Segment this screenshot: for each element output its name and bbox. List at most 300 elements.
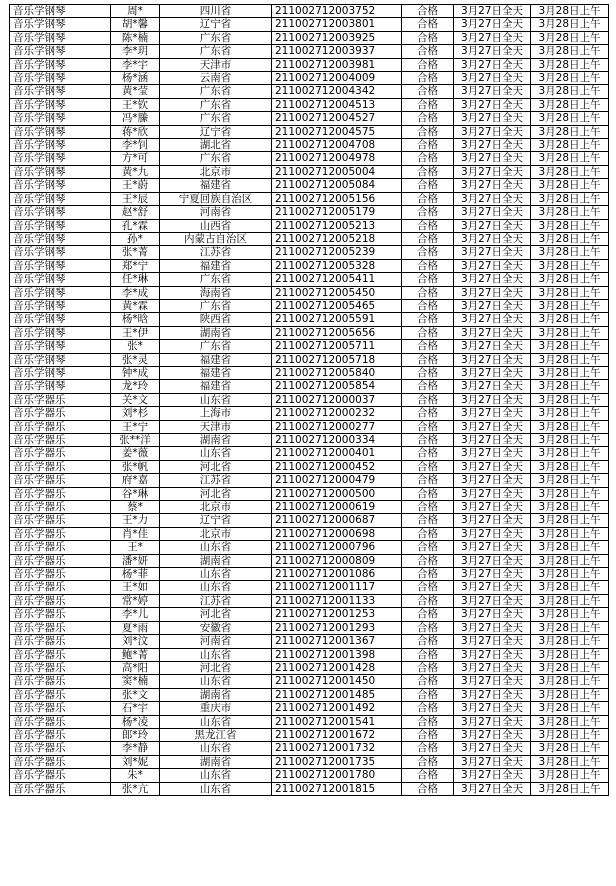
result-cell: 合格 <box>402 125 454 138</box>
major-cell: 音乐学钢琴 <box>10 340 111 353</box>
retest-date-cell: 3月27日全天 <box>454 299 531 312</box>
result-cell: 合格 <box>402 313 454 326</box>
name-cell: 张*灵 <box>111 353 160 366</box>
province-cell: 河北省 <box>160 460 272 473</box>
province-cell: 广东省 <box>160 299 272 312</box>
report-time-cell: 3月28日上午 <box>531 594 609 607</box>
result-cell: 合格 <box>402 541 454 554</box>
name-cell: 谷*琳 <box>111 487 160 500</box>
name-cell: 李*宇 <box>111 58 160 71</box>
province-cell: 河北省 <box>160 661 272 674</box>
results-table <box>9 4 609 796</box>
table-row <box>10 715 609 728</box>
province-cell: 广东省 <box>160 152 272 165</box>
retest-date-cell: 3月27日全天 <box>454 326 531 339</box>
table-row <box>10 326 609 339</box>
retest-date-cell: 3月27日全天 <box>454 98 531 111</box>
province-cell: 山东省 <box>160 742 272 755</box>
name-cell: 郑*宁 <box>111 259 160 272</box>
province-cell: 海南省 <box>160 286 272 299</box>
major-cell: 音乐学钢琴 <box>10 125 111 138</box>
name-cell: 郎*玲 <box>111 728 160 741</box>
major-cell: 音乐学器乐 <box>10 661 111 674</box>
exam-number-cell: 211002712001492 <box>272 702 402 715</box>
report-time-cell: 3月28日上午 <box>531 715 609 728</box>
result-cell: 合格 <box>402 527 454 540</box>
retest-date-cell: 3月27日全天 <box>454 420 531 433</box>
table-row <box>10 568 609 581</box>
province-cell: 广东省 <box>160 112 272 125</box>
retest-date-cell: 3月27日全天 <box>454 340 531 353</box>
report-time-cell: 3月28日上午 <box>531 5 609 18</box>
retest-date-cell: 3月27日全天 <box>454 380 531 393</box>
table-row <box>10 581 609 594</box>
table-row <box>10 232 609 245</box>
report-time-cell: 3月28日上午 <box>531 273 609 286</box>
major-cell: 音乐学器乐 <box>10 554 111 567</box>
major-cell: 音乐学器乐 <box>10 594 111 607</box>
name-cell: 鲍*菁 <box>111 648 160 661</box>
result-cell: 合格 <box>402 474 454 487</box>
table-row <box>10 380 609 393</box>
major-cell: 音乐学钢琴 <box>10 152 111 165</box>
name-cell: 夏*雨 <box>111 621 160 634</box>
report-time-cell: 3月28日上午 <box>531 45 609 58</box>
report-time-cell: 3月28日上午 <box>531 18 609 31</box>
name-cell: 王*宁 <box>111 420 160 433</box>
report-time-cell: 3月28日上午 <box>531 393 609 406</box>
province-cell: 北京市 <box>160 527 272 540</box>
province-cell: 河北省 <box>160 608 272 621</box>
name-cell: 窦*楠 <box>111 675 160 688</box>
name-cell: 王*蔚 <box>111 179 160 192</box>
exam-number-cell: 211002712004342 <box>272 85 402 98</box>
exam-number-cell: 211002712003752 <box>272 5 402 18</box>
result-cell: 合格 <box>402 460 454 473</box>
province-cell: 湖南省 <box>160 755 272 768</box>
exam-number-cell: 211002712005711 <box>272 340 402 353</box>
province-cell: 湖南省 <box>160 554 272 567</box>
table-row <box>10 527 609 540</box>
name-cell: 张* <box>111 340 160 353</box>
result-cell: 合格 <box>402 273 454 286</box>
name-cell: 赵*舒 <box>111 206 160 219</box>
report-time-cell: 3月28日上午 <box>531 420 609 433</box>
province-cell: 江苏省 <box>160 474 272 487</box>
table-row <box>10 192 609 205</box>
name-cell: 刘*妮 <box>111 755 160 768</box>
name-cell: 王*力 <box>111 514 160 527</box>
name-cell: 潘*妍 <box>111 554 160 567</box>
name-cell: 肖*佳 <box>111 527 160 540</box>
report-time-cell: 3月28日上午 <box>531 621 609 634</box>
province-cell: 山东省 <box>160 393 272 406</box>
retest-date-cell: 3月27日全天 <box>454 648 531 661</box>
table-row <box>10 407 609 420</box>
province-cell: 广东省 <box>160 273 272 286</box>
table-row <box>10 447 609 460</box>
name-cell: 王*伊 <box>111 326 160 339</box>
exam-number-cell: 211002712004708 <box>272 139 402 152</box>
exam-number-cell: 211002712005218 <box>272 232 402 245</box>
major-cell: 音乐学钢琴 <box>10 72 111 85</box>
report-time-cell: 3月28日上午 <box>531 219 609 232</box>
table-row <box>10 554 609 567</box>
table-row <box>10 286 609 299</box>
major-cell: 音乐学器乐 <box>10 527 111 540</box>
province-cell: 宁夏回族自治区 <box>160 192 272 205</box>
report-time-cell: 3月28日上午 <box>531 152 609 165</box>
report-time-cell: 3月28日上午 <box>531 246 609 259</box>
report-time-cell: 3月28日上午 <box>531 675 609 688</box>
table-row <box>10 514 609 527</box>
retest-date-cell: 3月27日全天 <box>454 688 531 701</box>
major-cell: 音乐学器乐 <box>10 648 111 661</box>
report-time-cell: 3月28日上午 <box>531 232 609 245</box>
result-cell: 合格 <box>402 31 454 44</box>
result-cell: 合格 <box>402 299 454 312</box>
table-row <box>10 139 609 152</box>
result-cell: 合格 <box>402 581 454 594</box>
major-cell: 音乐学器乐 <box>10 769 111 782</box>
result-cell: 合格 <box>402 702 454 715</box>
major-cell: 音乐学钢琴 <box>10 139 111 152</box>
major-cell: 音乐学钢琴 <box>10 85 111 98</box>
major-cell: 音乐学钢琴 <box>10 165 111 178</box>
report-time-cell: 3月28日上午 <box>531 353 609 366</box>
exam-number-cell: 211002712001398 <box>272 648 402 661</box>
table-row <box>10 246 609 259</box>
report-time-cell: 3月28日上午 <box>531 447 609 460</box>
province-cell: 山东省 <box>160 648 272 661</box>
report-time-cell: 3月28日上午 <box>531 688 609 701</box>
result-cell: 合格 <box>402 782 454 795</box>
retest-date-cell: 3月27日全天 <box>454 5 531 18</box>
major-cell: 音乐学器乐 <box>10 782 111 795</box>
retest-date-cell: 3月27日全天 <box>454 474 531 487</box>
result-cell: 合格 <box>402 501 454 514</box>
province-cell: 湖北省 <box>160 139 272 152</box>
major-cell: 音乐学器乐 <box>10 755 111 768</box>
table-row <box>10 366 609 379</box>
retest-date-cell: 3月27日全天 <box>454 353 531 366</box>
report-time-cell: 3月28日上午 <box>531 434 609 447</box>
table-row <box>10 474 609 487</box>
major-cell: 音乐学钢琴 <box>10 259 111 272</box>
retest-date-cell: 3月27日全天 <box>454 286 531 299</box>
result-cell: 合格 <box>402 514 454 527</box>
table-row <box>10 594 609 607</box>
table-row <box>10 273 609 286</box>
report-time-cell: 3月28日上午 <box>531 165 609 178</box>
exam-number-cell: 211002712001253 <box>272 608 402 621</box>
table-row <box>10 541 609 554</box>
table-row <box>10 85 609 98</box>
province-cell: 山东省 <box>160 568 272 581</box>
province-cell: 安徽省 <box>160 621 272 634</box>
major-cell: 音乐学器乐 <box>10 728 111 741</box>
result-cell: 合格 <box>402 286 454 299</box>
report-time-cell: 3月28日上午 <box>531 179 609 192</box>
major-cell: 音乐学钢琴 <box>10 380 111 393</box>
table-row <box>10 299 609 312</box>
major-cell: 音乐学钢琴 <box>10 206 111 219</box>
major-cell: 音乐学器乐 <box>10 393 111 406</box>
exam-number-cell: 211002712000401 <box>272 447 402 460</box>
major-cell: 音乐学器乐 <box>10 447 111 460</box>
exam-number-cell: 211002712001780 <box>272 769 402 782</box>
table-row <box>10 165 609 178</box>
table-row <box>10 755 609 768</box>
retest-date-cell: 3月27日全天 <box>454 273 531 286</box>
exam-number-cell: 211002712005854 <box>272 380 402 393</box>
result-cell: 合格 <box>402 246 454 259</box>
major-cell: 音乐学钢琴 <box>10 299 111 312</box>
exam-number-cell: 211002712005465 <box>272 299 402 312</box>
report-time-cell: 3月28日上午 <box>531 380 609 393</box>
exam-number-cell: 211002712005840 <box>272 366 402 379</box>
table-row <box>10 313 609 326</box>
table-row <box>10 259 609 272</box>
retest-date-cell: 3月27日全天 <box>454 514 531 527</box>
province-cell: 福建省 <box>160 380 272 393</box>
result-cell: 合格 <box>402 366 454 379</box>
exam-number-cell: 211002712000619 <box>272 501 402 514</box>
province-cell: 广东省 <box>160 98 272 111</box>
major-cell: 音乐学钢琴 <box>10 45 111 58</box>
exam-number-cell: 211002712000809 <box>272 554 402 567</box>
result-cell: 合格 <box>402 635 454 648</box>
exam-number-cell: 211002712005179 <box>272 206 402 219</box>
table-row <box>10 340 609 353</box>
table-row <box>10 420 609 433</box>
result-cell: 合格 <box>402 661 454 674</box>
table-row <box>10 45 609 58</box>
report-time-cell: 3月28日上午 <box>531 728 609 741</box>
retest-date-cell: 3月27日全天 <box>454 635 531 648</box>
retest-date-cell: 3月27日全天 <box>454 393 531 406</box>
report-time-cell: 3月28日上午 <box>531 366 609 379</box>
name-cell: 李*儿 <box>111 608 160 621</box>
province-cell: 山东省 <box>160 581 272 594</box>
province-cell: 山西省 <box>160 219 272 232</box>
table-row <box>10 501 609 514</box>
table-row <box>10 688 609 701</box>
province-cell: 重庆市 <box>160 702 272 715</box>
table-row <box>10 393 609 406</box>
table-row <box>10 125 609 138</box>
exam-number-cell: 211002712005004 <box>272 165 402 178</box>
report-time-cell: 3月28日上午 <box>531 407 609 420</box>
table-row <box>10 98 609 111</box>
report-time-cell: 3月28日上午 <box>531 326 609 339</box>
province-cell: 天津市 <box>160 58 272 71</box>
result-cell: 合格 <box>402 407 454 420</box>
result-cell: 合格 <box>402 568 454 581</box>
result-cell: 合格 <box>402 179 454 192</box>
major-cell: 音乐学器乐 <box>10 407 111 420</box>
exam-number-cell: 211002712001541 <box>272 715 402 728</box>
major-cell: 音乐学钢琴 <box>10 179 111 192</box>
major-cell: 音乐学器乐 <box>10 568 111 581</box>
province-cell: 江苏省 <box>160 594 272 607</box>
province-cell: 江苏省 <box>160 246 272 259</box>
retest-date-cell: 3月27日全天 <box>454 581 531 594</box>
report-time-cell: 3月28日上午 <box>531 487 609 500</box>
name-cell: 蔡* <box>111 501 160 514</box>
name-cell: 王*钦 <box>111 98 160 111</box>
name-cell: 杨*凌 <box>111 715 160 728</box>
retest-date-cell: 3月27日全天 <box>454 31 531 44</box>
result-cell: 合格 <box>402 192 454 205</box>
exam-number-cell: 211002712003937 <box>272 45 402 58</box>
result-cell: 合格 <box>402 152 454 165</box>
retest-date-cell: 3月27日全天 <box>454 782 531 795</box>
name-cell: 任*琳 <box>111 273 160 286</box>
report-time-cell: 3月28日上午 <box>531 313 609 326</box>
name-cell: 周* <box>111 5 160 18</box>
province-cell: 陕西省 <box>160 313 272 326</box>
retest-date-cell: 3月27日全天 <box>454 434 531 447</box>
major-cell: 音乐学器乐 <box>10 460 111 473</box>
exam-number-cell: 211002712005591 <box>272 313 402 326</box>
table-row <box>10 58 609 71</box>
province-cell: 山东省 <box>160 715 272 728</box>
exam-number-cell: 211002712005084 <box>272 179 402 192</box>
name-cell: 钟*成 <box>111 366 160 379</box>
major-cell: 音乐学钢琴 <box>10 5 111 18</box>
result-cell: 合格 <box>402 420 454 433</box>
province-cell: 北京市 <box>160 501 272 514</box>
name-cell: 龙*玲 <box>111 380 160 393</box>
exam-number-cell: 211002712001815 <box>272 782 402 795</box>
retest-date-cell: 3月27日全天 <box>454 675 531 688</box>
result-cell: 合格 <box>402 715 454 728</box>
name-cell: 刘*汶 <box>111 635 160 648</box>
province-cell: 福建省 <box>160 353 272 366</box>
province-cell: 上海市 <box>160 407 272 420</box>
province-cell: 湖南省 <box>160 434 272 447</box>
result-cell: 合格 <box>402 340 454 353</box>
name-cell: 李*成 <box>111 286 160 299</box>
name-cell: 冯*縢 <box>111 112 160 125</box>
retest-date-cell: 3月27日全天 <box>454 541 531 554</box>
result-cell: 合格 <box>402 232 454 245</box>
result-cell: 合格 <box>402 487 454 500</box>
report-time-cell: 3月28日上午 <box>531 206 609 219</box>
result-cell: 合格 <box>402 85 454 98</box>
report-time-cell: 3月28日上午 <box>531 460 609 473</box>
name-cell: 黄*九 <box>111 165 160 178</box>
result-cell: 合格 <box>402 58 454 71</box>
retest-date-cell: 3月27日全天 <box>454 192 531 205</box>
province-cell: 辽宁省 <box>160 514 272 527</box>
retest-date-cell: 3月27日全天 <box>454 72 531 85</box>
exam-number-cell: 211002712001367 <box>272 635 402 648</box>
result-cell: 合格 <box>402 755 454 768</box>
report-time-cell: 3月28日上午 <box>531 554 609 567</box>
name-cell: 黄*莹 <box>111 85 160 98</box>
exam-number-cell: 211002712004575 <box>272 125 402 138</box>
name-cell: 蒋*欣 <box>111 125 160 138</box>
result-cell: 合格 <box>402 18 454 31</box>
report-time-cell: 3月28日上午 <box>531 742 609 755</box>
report-time-cell: 3月28日上午 <box>531 541 609 554</box>
name-cell: 李*玥 <box>111 45 160 58</box>
table-row <box>10 206 609 219</box>
table-row <box>10 152 609 165</box>
province-cell: 辽宁省 <box>160 18 272 31</box>
retest-date-cell: 3月27日全天 <box>454 165 531 178</box>
exam-number-cell: 211002712003925 <box>272 31 402 44</box>
exam-number-cell: 211002712005450 <box>272 286 402 299</box>
province-cell: 湖南省 <box>160 326 272 339</box>
major-cell: 音乐学钢琴 <box>10 273 111 286</box>
result-cell: 合格 <box>402 648 454 661</box>
report-time-cell: 3月28日上午 <box>531 527 609 540</box>
province-cell: 山东省 <box>160 769 272 782</box>
major-cell: 音乐学钢琴 <box>10 58 111 71</box>
report-time-cell: 3月28日上午 <box>531 299 609 312</box>
exam-number-cell: 211002712005213 <box>272 219 402 232</box>
retest-date-cell: 3月27日全天 <box>454 206 531 219</box>
name-cell: 杨*晗 <box>111 313 160 326</box>
exam-number-cell: 211002712005328 <box>272 259 402 272</box>
major-cell: 音乐学器乐 <box>10 420 111 433</box>
exam-number-cell: 211002712001672 <box>272 728 402 741</box>
result-cell: 合格 <box>402 434 454 447</box>
report-time-cell: 3月28日上午 <box>531 648 609 661</box>
exam-number-cell: 211002712001086 <box>272 568 402 581</box>
result-cell: 合格 <box>402 219 454 232</box>
exam-number-cell: 211002712004527 <box>272 112 402 125</box>
table-row <box>10 112 609 125</box>
name-cell: 张*菁 <box>111 246 160 259</box>
retest-date-cell: 3月27日全天 <box>454 554 531 567</box>
report-time-cell: 3月28日上午 <box>531 661 609 674</box>
table-row <box>10 728 609 741</box>
major-cell: 音乐学器乐 <box>10 514 111 527</box>
table-row <box>10 608 609 621</box>
exam-number-cell: 211002712000479 <box>272 474 402 487</box>
retest-date-cell: 3月27日全天 <box>454 232 531 245</box>
result-cell: 合格 <box>402 554 454 567</box>
retest-date-cell: 3月27日全天 <box>454 246 531 259</box>
name-cell: 黄*霖 <box>111 299 160 312</box>
name-cell: 杨*菲 <box>111 568 160 581</box>
table-row <box>10 648 609 661</box>
name-cell: 张*文 <box>111 688 160 701</box>
retest-date-cell: 3月27日全天 <box>454 139 531 152</box>
major-cell: 音乐学钢琴 <box>10 246 111 259</box>
table-row <box>10 621 609 634</box>
major-cell: 音乐学钢琴 <box>10 232 111 245</box>
exam-number-cell: 211002712001485 <box>272 688 402 701</box>
retest-date-cell: 3月27日全天 <box>454 18 531 31</box>
report-time-cell: 3月28日上午 <box>531 782 609 795</box>
name-cell: 朱* <box>111 769 160 782</box>
retest-date-cell: 3月27日全天 <box>454 447 531 460</box>
retest-date-cell: 3月27日全天 <box>454 769 531 782</box>
report-time-cell: 3月28日上午 <box>531 72 609 85</box>
result-cell: 合格 <box>402 72 454 85</box>
retest-date-cell: 3月27日全天 <box>454 728 531 741</box>
major-cell: 音乐学钢琴 <box>10 353 111 366</box>
province-cell: 广东省 <box>160 45 272 58</box>
name-cell: 方*可 <box>111 152 160 165</box>
exam-number-cell: 211002712005656 <box>272 326 402 339</box>
table-row <box>10 72 609 85</box>
